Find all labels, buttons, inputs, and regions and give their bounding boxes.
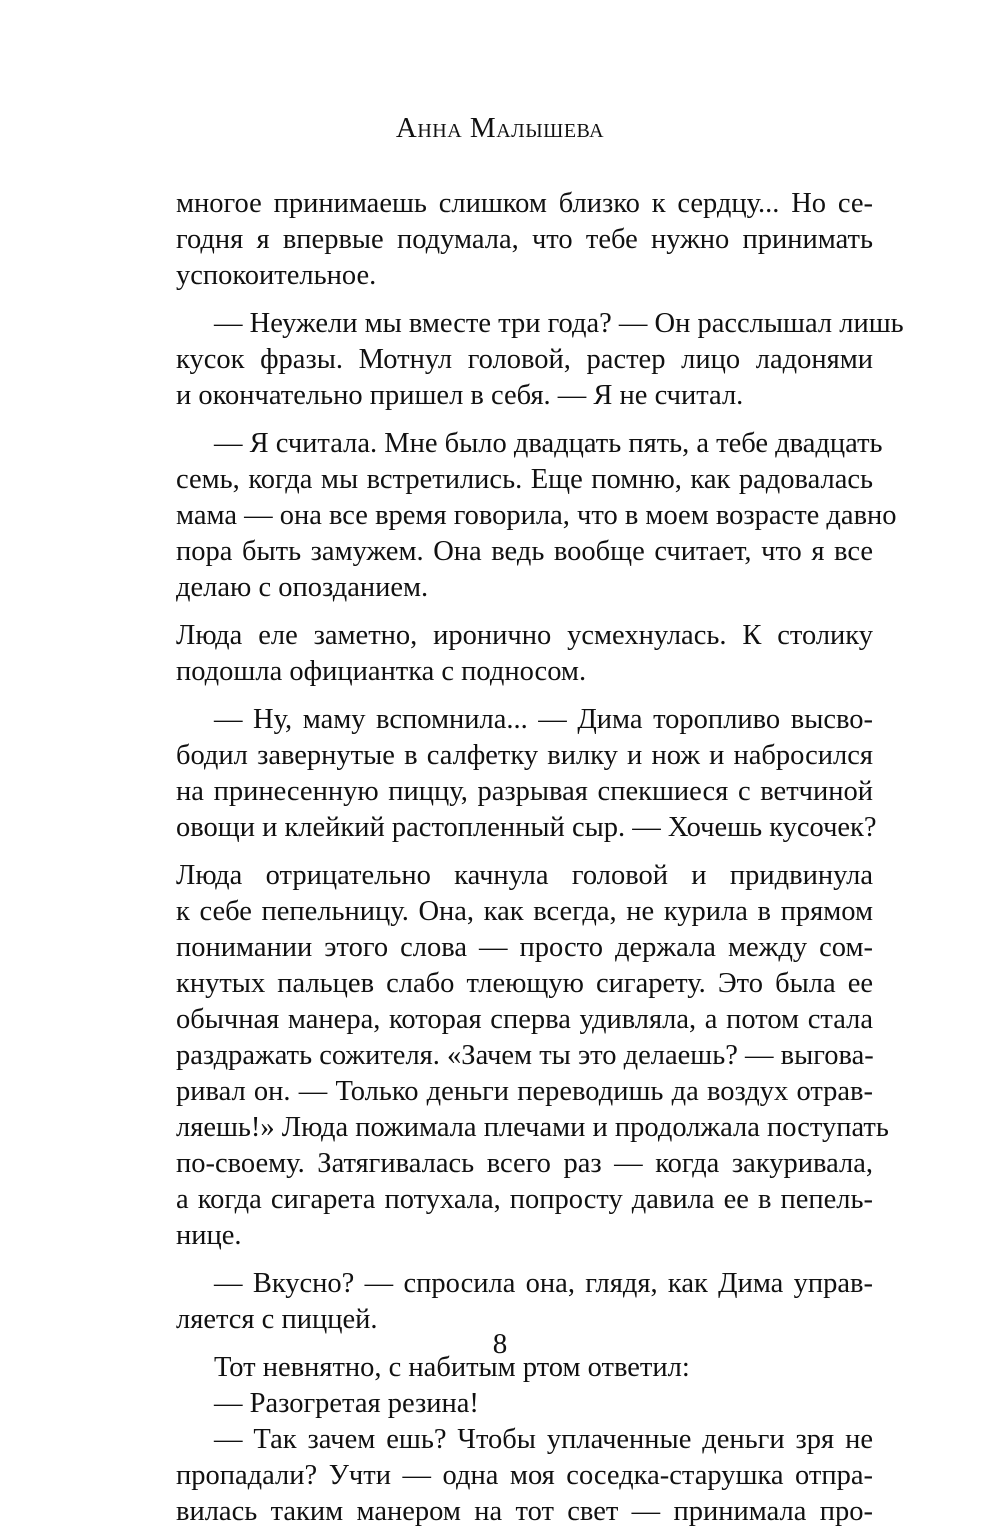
- text-line: на принесенную пиццу, разрывая спекшиеся с ветчиной: [176, 776, 873, 807]
- text-line: Тот невнятно, с набитым ртом ответил:: [214, 1352, 690, 1383]
- text-line: мама — она все время говорила, что в моем возрасте давно: [176, 500, 897, 531]
- text-line: и окончательно пришел в себя. — Я не считал.: [176, 380, 744, 411]
- text-line: делаю с опозданием.: [176, 572, 429, 603]
- text-line: бодил завернутые в салфетку вилку и нож и набросился: [176, 740, 873, 771]
- text-line: обычная манера, которая сперва удивляла, а потом стала: [176, 1004, 873, 1035]
- text-line: — Так зачем ешь? Чтобы уплаченные деньги зря не: [214, 1424, 873, 1455]
- text-line: по-своему. Затягивалась всего раз — когда закуривала,: [176, 1148, 873, 1179]
- text-line: кусок фразы. Мотнул головой, растер лицо ладонями: [176, 344, 873, 375]
- text-line: — Ну, маму вспомнила... — Дима торопливо высво-: [214, 704, 873, 735]
- text-line: — Разогретая резина!: [214, 1388, 479, 1419]
- text-line: годня я впервые подумала, что тебе нужно принимать: [176, 224, 873, 255]
- text-line: пропадали? Учти — одна моя соседка-старушка отпра-: [176, 1460, 873, 1491]
- text-line: ляешь!» Люда пожимала плечами и продолжала поступать: [176, 1112, 889, 1143]
- text-line: понимании этого слова — просто держала между сом-: [176, 932, 873, 963]
- text-line: кнутых пальцев слабо тлеющую сигарету. Это была ее: [176, 968, 873, 999]
- text-line: к себе пепельницу. Она, как всегда, не курила в прямом: [176, 896, 873, 927]
- text-line: пора быть замужем. Она ведь вообще считает, что я все: [176, 536, 873, 567]
- text-line: вилась таким манером на тот свет — принимала про-: [176, 1496, 873, 1527]
- text-line: ривал он. — Только деньги переводишь да воздух отрав-: [176, 1076, 873, 1107]
- text-line: — Я считала. Мне было двадцать пять, а тебе двадцать: [214, 428, 883, 459]
- text-line: овощи и клейкий растопленный сыр. — Хочешь кусочек?: [176, 812, 877, 843]
- text-line: — Вкусно? — спросила она, глядя, как Дима управ-: [214, 1268, 873, 1299]
- text-line: успокоительное.: [176, 260, 377, 291]
- text-line: Люда отрицательно качнула головой и придвинула: [176, 860, 873, 891]
- text-line: нице.: [176, 1220, 242, 1251]
- text-line: многое принимаешь слишком близко к сердцу... Но се-: [176, 188, 873, 219]
- text-line: раздражать сожителя. «Зачем ты это делаешь? — выгова-: [176, 1040, 874, 1071]
- running-head: Анна Малышева: [395, 112, 605, 144]
- text-line: Люда еле заметно, иронично усмехнулась. К столику: [176, 620, 873, 651]
- text-line: а когда сигарета потухала, попросту давила ее в пепель-: [176, 1184, 873, 1215]
- text-line: — Неужели мы вместе три года? — Он расслышал лишь: [214, 308, 904, 339]
- text-line: подошла официантка с подносом.: [176, 656, 587, 687]
- text-line: ляется с пиццей.: [176, 1304, 378, 1335]
- page-number: 8: [492, 1328, 508, 1360]
- text-line: семь, когда мы встретились. Еще помню, как радовалась: [176, 464, 873, 495]
